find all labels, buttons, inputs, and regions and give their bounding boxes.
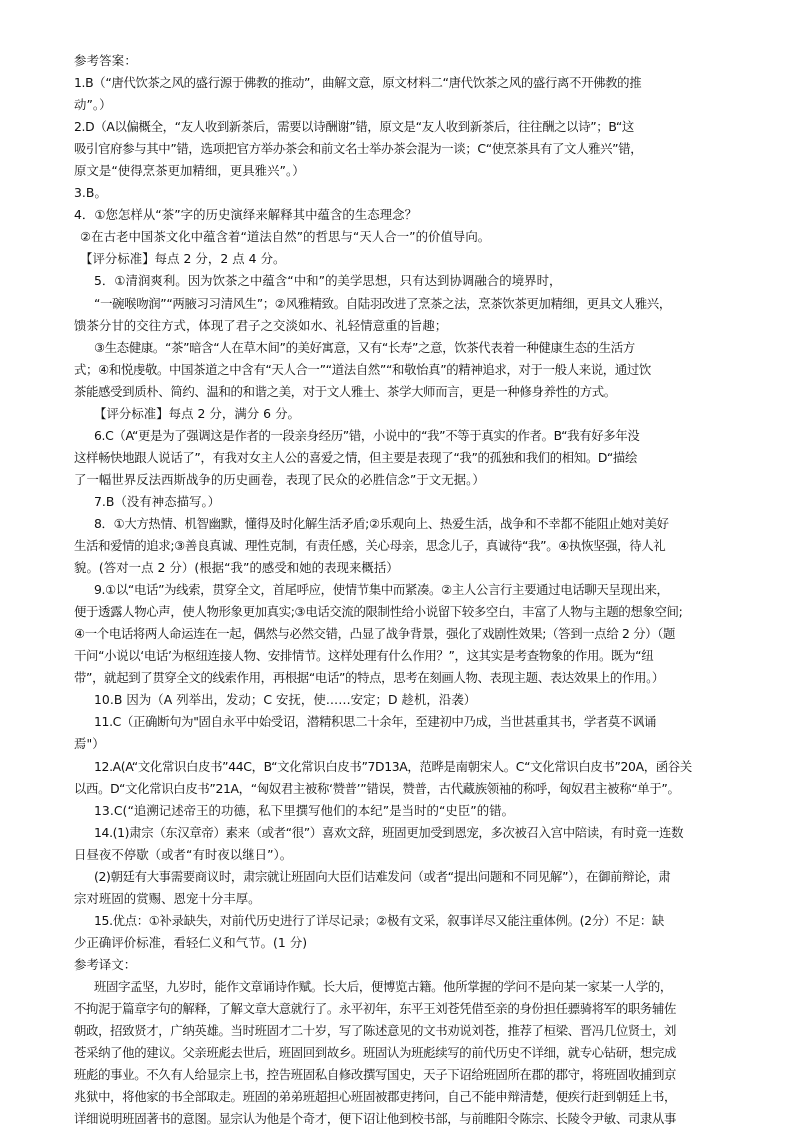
document-line: ③生态健康。“茶”暗含“人在草木间”的美好寓意，又有“长寿”之意，饮茶代表着一种健康生态的生活方: [94, 339, 635, 355]
document-line: 11.C（正确断句为"固自永平中始受诏，潜精积思二十余年，至建初中乃成，当世甚重其书，学者莫不讽诵: [94, 714, 657, 730]
document-line: 朝政，招致贤才，广纳英雄。当时班固才二十岁，写了陈述意见的文书劝说刘苍，推荐了桓梁、晋冯几位贤士，刘: [74, 1023, 677, 1039]
document-line: ②在古老中国茶文化中蕴含着“道法自然”的哲思与“天人合一”的价值导向。: [80, 229, 491, 245]
document-line: 兆狱中，将他家的书全部取走。班固的弟弟班超担心班固被郡吏拷问，自己不能申辩清楚，便疾行赶到朝廷上书，: [74, 1089, 677, 1105]
document-line: 7.B（没有神态描写。）: [94, 493, 221, 509]
document-line: 茶能感受到质朴、简约、温和的和谐之美，对于文人雅士、茶学大师而言，更是一种修身养性的方式。: [74, 383, 616, 399]
document-line: 貌。(答对一点 2 分）(根据“我”的感受和她的表现来概括）: [74, 560, 399, 576]
document-line: 焉"）: [74, 736, 105, 752]
document-line: 14.(1)肃宗（东汉章帝）素来（或者“很”）喜欢文辞，班固更加受到恩宠，多次被召入宫中陪读，有时竟一连数: [94, 824, 684, 840]
document-line: 6.C（A“更是为了强调这是作者的一段亲身经历”错，小说中的“我”不等于真实的作者。B“我有好多年没: [94, 427, 640, 443]
document-line: 便于透露人物心声，使人物形象更加真实;③电话交流的限制性给小说留下较多空白，丰富了人物与主题的想象空间;: [74, 604, 683, 620]
document-line: 2.D（A以偏概全，“友人收到新茶后，需要以诗酬谢”错，原文是“友人收到新茶后，往往酬之以诗”；B“这: [74, 119, 634, 135]
document-line: 10.B 因为（A 列举出，发动；C 安抚，使……安定；D 趁机，沿袭）: [94, 692, 477, 708]
document-line: 9.①以“电话”为线索，贯穿全文，首尾呼应，使情节集中而紧凑。②主人公言行主要通过电话聊天呈现出来，: [94, 582, 669, 598]
document-line: 苍采纳了他的建议。父亲班彪去世后，班固回到故乡。班固认为班彪续写的前代历史不详细，就专心钻研，想完成: [74, 1045, 677, 1061]
document-line: 不拘泥于篇章字句的解释，了解文章大意就行了。永平初年，东平王刘苍凭借至亲的身份担任骠骑将军的职务辅佐: [74, 1001, 677, 1017]
document-line: 带”，就起到了贯穿全文的线索作用，再根据“电话”的特点，思考在刻画人物、表现主题、表达效果上的作用。）: [74, 670, 664, 686]
document-line: 【评分标准】每点 2 分，满分 6 分。: [94, 405, 300, 421]
document-line: 宗对班固的赏赐、恩宠十分丰厚。: [74, 890, 261, 906]
document-line: 班彪的事业。不久有人给显宗上书，控告班固私自修改撰写国史，天子下诏给班固所在郡的郡守，将班固收捕到京: [74, 1067, 677, 1083]
document-line: 原文是“使得烹茶更加精细，更具雅兴”。）: [74, 163, 305, 179]
document-line: 干问“小说以‘电话’为枢纽连接人物、安排情节。这样处理有什么作用？”，这其实是考查物象的作用。既为“纽: [74, 648, 654, 664]
document-line: 动”。）: [74, 97, 112, 113]
document-line: 15.优点：①补录缺失，对前代历史进行了详尽记录；②极有文采，叙事详尽又能注重体例。(2分）不足：缺: [94, 912, 664, 928]
document-line: 了一幅世界反法西斯战争的历史画卷，表现了民众的必胜信念”于文无据。）: [74, 471, 485, 487]
document-line: 班固字孟坚，九岁时，能作文章诵诗作赋。长大后，便博览古籍。他所掌握的学问不是向某一家某一人学的，: [94, 978, 672, 994]
document-line: 详细说明班固著书的意图。显宗认为他是个奇才，便下诏让他到校书部，与前睢阳令陈宗、长陵令尹敏、司隶从事: [74, 1111, 677, 1127]
document-line: 馈茶分甘的交往方式，体现了君子之交淡如水、礼轻情意重的旨趣；: [74, 317, 448, 333]
document-line: 3.B。: [74, 185, 107, 201]
document-line: (2)朝廷有大事需要商议时，肃宗就让班固向大臣们诘难发问（或者“提出问题和不同见解”），在御前辩论，肃: [94, 868, 671, 884]
document-line: 【评分标准】每点 2 分，2 点 4 分。: [80, 251, 286, 267]
document-line: 12.A(A“文化常识白皮书”44C，B“文化常识白皮书”7D13A，范晔是南朝宋人。C“文化常识白皮书”20A，函谷关: [94, 758, 692, 774]
document-line: 日昼夜不停歇（或者“有时夜以继日”）。: [74, 846, 293, 862]
document-line: ④一个电话将两人命运连在一起，偶然与必然交错，凸显了战争背景，强化了戏剧性效果;（答到一点给 2 分）（题: [74, 626, 676, 642]
document-line: 8．①大方热情、机智幽默，懂得及时化解生活矛盾;②乐观向上、热爱生活，战争和不幸都不能阻止她对美好: [94, 515, 669, 531]
document-line: 生活和爱情的追求;③善良真诚、理性克制，有责任感，关心母亲，思念儿子，真诚待“我”。④执恢坚强，待人礼: [74, 538, 666, 554]
document-line: “一碗喉吻润”“两腋习习清风生”；②风雅精致。自陆羽改进了烹茶之法，烹茶饮茶更加精细，更具文人雅兴，: [94, 295, 671, 311]
document-line: 4．①您怎样从“茶”字的历史演绎来解释其中蕴含的生态理念？: [74, 207, 418, 223]
document-line: 少正确评价标准，看轻仁义和气节。(1 分): [74, 934, 308, 950]
document-line: 吸引官府参与其中”错，选项把官方举办茶会和前文名士举办茶会混为一谈；C“使烹茶具有了文人雅兴”错，: [74, 141, 643, 157]
document-line: 参考译文：: [74, 956, 137, 972]
document-line: 这样畅快地跟人说话了”，有我对女主人公的喜爱之情，但主要是表现了“我”的孤独和我们的相知。D“描绘: [74, 449, 637, 465]
document-line: 5．①清润爽利。因为饮茶之中蕴含“中和”的美学思想，只有达到协调融合的境界时，: [94, 273, 562, 289]
document-line: 以西。D“文化常识白皮书”21A，“匈奴君主被称‘赞普’”错误，赞普，古代藏族领袖的称呼，匈奴君主被称“单于”。: [74, 780, 680, 796]
document-line: 13.C(“追溯记述帝王的功德，私下里撰写他们的本纪”是当时的“史臣”的错。: [94, 802, 515, 818]
document-line: 式；④和悦虔敬。中国茶道之中含有“天人合一”“道法自然”“和敬怡真”的精神追求，对于一般人来说，通过饮: [74, 361, 651, 377]
document-line: 1.B（“唐代饮茶之风的盛行源于佛教的推动”，曲解文意，原文材料二“唐代饮茶之风的盛行离不开佛教的推: [74, 75, 642, 91]
document-line: 参考答案：: [74, 53, 137, 68]
